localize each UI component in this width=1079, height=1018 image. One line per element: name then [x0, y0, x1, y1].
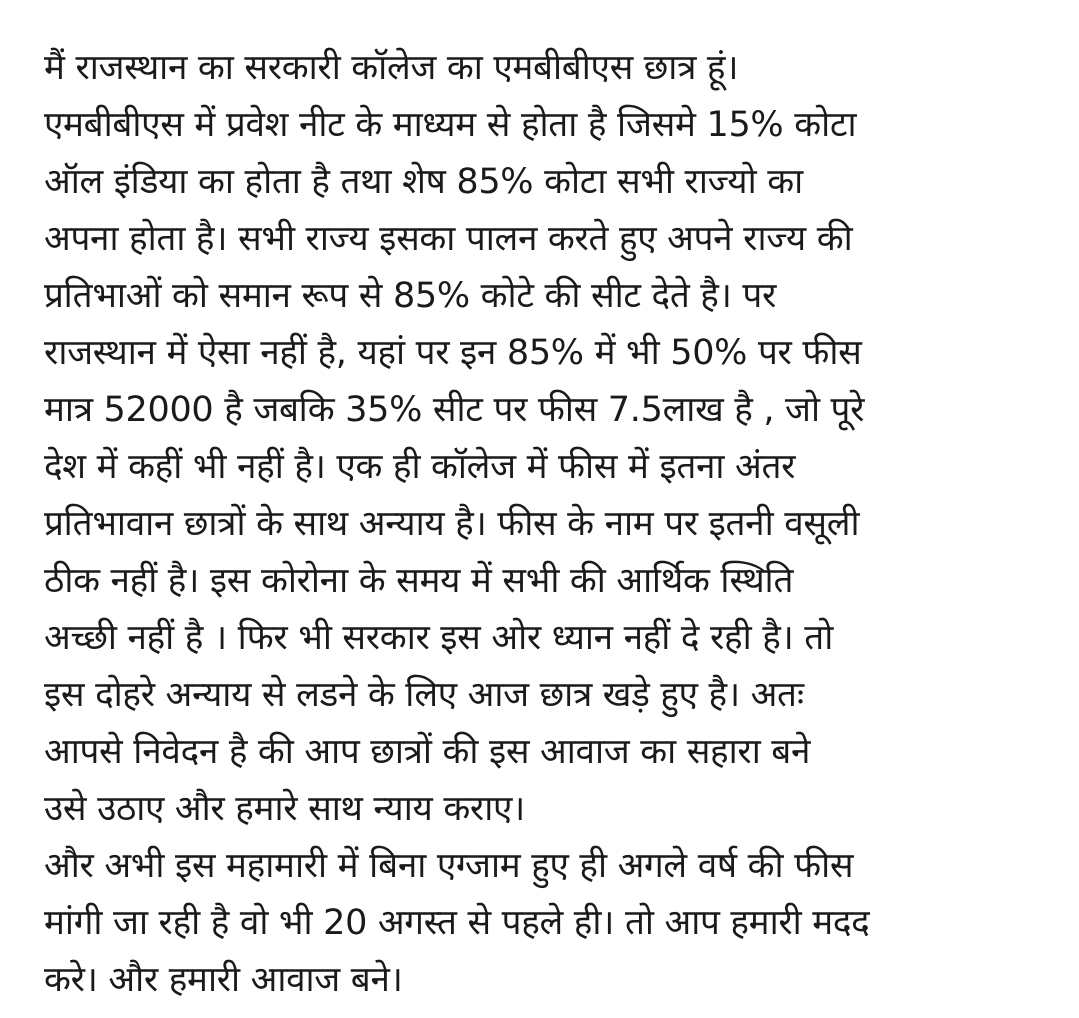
text-line: मात्र 52000 है जबकि 35% सीट पर फीस 7.5लाख है , जो पूरे	[44, 390, 865, 430]
text-line: करे। और हमारी आवाज बने।	[44, 960, 403, 1000]
text-line: मांगी जा रही है वो भी 20 अगस्त से पहले ही। तो आप हमारी मदद	[44, 903, 870, 943]
text-line: उसे उठाए और हमारे साथ न्याय कराए।	[44, 789, 526, 829]
text-line: अपना होता है। सभी राज्य इसका पालन करते हुए अपने राज्य की	[44, 219, 853, 259]
text-line: प्रतिभाओं को समान रूप से 85% कोटे की सीट देते है। पर	[44, 276, 776, 316]
text-line: और अभी इस महामारी में बिना एग्जाम हुए ही अगले वर्ष की फीस	[44, 846, 854, 886]
text-line: राजस्थान में ऐसा नहीं है, यहां पर इन 85% में भी 50% पर फीस	[44, 333, 862, 373]
text-line: अच्छी नहीं है । फिर भी सरकार इस ओर ध्यान नहीं दे रही है। तो	[44, 618, 833, 658]
text-line: देश में कहीं भी नहीं है। एक ही कॉलेज में फीस में इतना अंतर	[44, 447, 796, 487]
text-line: आपसे निवेदन है की आप छात्रों की इस आवाज का सहारा बने	[44, 732, 811, 772]
text-line: ठीक नहीं है। इस कोरोना के समय में सभी की आर्थिक स्थिति	[44, 561, 794, 601]
text-line: ऑल इंडिया का होता है तथा शेष 85% कोटा सभी राज्यो का	[44, 162, 803, 202]
text-line: एमबीबीएस में प्रवेश नीट के माध्यम से होता है जिसमे 15% कोटा	[44, 105, 857, 145]
document-text	[44, 40, 1059, 1009]
text-line: इस दोहरे अन्याय से लडने के लिए आज छात्र खड़े हुए है। अतः	[44, 675, 804, 715]
text-line: मैं राजस्थान का सरकारी कॉलेज का एमबीबीएस छात्र हूं।	[44, 48, 739, 88]
text-line: प्रतिभावान छात्रों के साथ अन्याय है। फीस के नाम पर इतनी वसूली	[44, 504, 860, 544]
